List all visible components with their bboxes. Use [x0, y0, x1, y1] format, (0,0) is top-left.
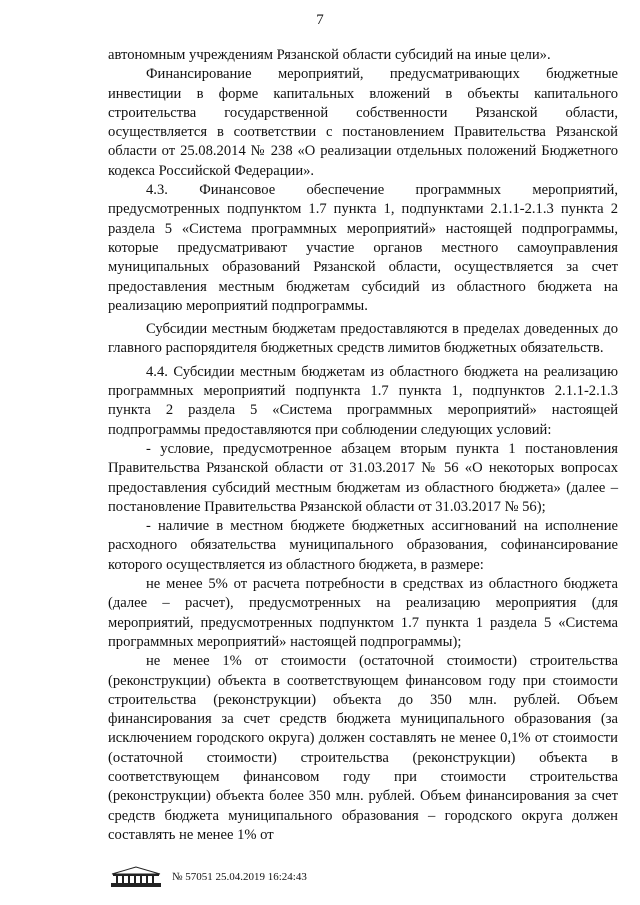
- government-building-logo-icon: [108, 866, 164, 888]
- paragraph: - наличие в местном бюджете бюджетных ассигнований на исполнение расходного обязательства муниципального образования, софинансирование которого осуществляется из областного бюджета, в размере:: [108, 518, 618, 573]
- footer: [108, 866, 307, 888]
- paragraph: автономным учреждениям Рязанской области субсидий на иные цели».: [108, 47, 551, 63]
- paragraph: не менее 5% от расчета потребности в средствах из областного бюджета (далее – расчет), предусмотренных на реализацию мероприятия (для мероприятий, предусмотренных подпунктом 1.7 пункта 1 раздела 5 «Система программных мероприятий» настоящей подпрограммы);: [108, 576, 618, 650]
- paragraph: 4.3. Финансовое обеспечение программных мероприятий, предусмотренных подпунктом 1.7 пункта 1, подпунктами 2.1.1-2.1.3 пункта 2 раздела 5 «Система программных мероприятий» настоящей подпрограммы, которые предусматривают участие органов местного самоуправления муниципальных образований Рязанской области, осуществляется за счет предоставления местным бюджетам субсидий из областного бюджета на реализацию мероприятий подпрограммы.: [108, 182, 618, 314]
- document-body: [108, 46, 618, 845]
- paragraph: Финансирование мероприятий, предусматривающих бюджетные инвестиции в форме капитальных вложений в объекты капитального строительства государственной собственности Рязанской области, осуществляется в соответствии с постановлением Правительства Рязанской области от 25.08.2014 № 238 «О реализации отдельных положений Бюджетного кодекса Российской Федерации».: [108, 66, 618, 179]
- paragraph: не менее 1% от стоимости (остаточной стоимости) строительства (реконструкции) объекта в соответствующем финансовом году при стоимости строительства (реконструкции) объекта до 350 млн. рублей. Объем финансирования за счет средств бюджета муниципального образования (за исключением городского округа) должен составлять не менее 0,1% от стоимости (остаточной стоимости) строительства (реконструкции) объекта в соответствующем финансовом году при стоимости строительства (реконструкции) объекта более 350 млн. рублей. Объем финансирования за счет средств бюджета муниципального образования – городского округа должен составлять не менее 1% от: [108, 653, 618, 843]
- paragraph: 4.4. Субсидии местным бюджетам из областного бюджета на реализацию программных мероприятий подпункта 1.7 пункта 1, подпунктов 2.1.1-2.1.3 пункта 2 раздела 5 «Система программных мероприятий» настоящей подпрограммы предоставляются при соблюдении следующих условий:: [108, 363, 618, 438]
- paragraph: Субсидии местным бюджетам предоставляются в пределах доведенных до главного распорядителя бюджетных средств лимитов бюджетных обязательств.: [108, 321, 618, 357]
- document-stamp: № 57051 25.04.2019 16:24:43: [172, 871, 307, 883]
- page-number: 7: [316, 12, 324, 28]
- paragraph: - условие, предусмотренное абзацем вторым пункта 1 постановления Правительства Рязанской области от 31.03.2017 № 56 «О некоторых вопросах предоставления субсидий местным бюджетам из областного бюджета» (далее – постановление Правительства Рязанской области от 31.03.2017 № 56);: [108, 440, 618, 515]
